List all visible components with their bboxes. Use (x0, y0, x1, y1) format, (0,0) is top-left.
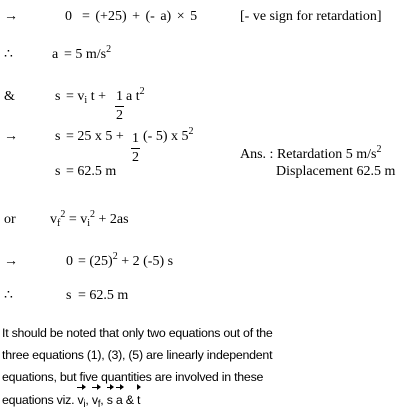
paragraph-line-vectors (2, 389, 398, 411)
subscript-f: f (57, 218, 61, 229)
vector-symbol: v (91, 392, 98, 407)
equation-lhs: s (55, 164, 61, 179)
fraction-half (131, 130, 140, 167)
equation-rhs-text: = 5 m/s (64, 47, 107, 62)
exponent: 2 (112, 251, 118, 262)
equation-lhs: a (52, 47, 59, 62)
vector-t: t (137, 389, 140, 411)
equation-line-8 (0, 287, 401, 309)
vector-s: s (107, 389, 113, 411)
rest: + 2 (-5) s (121, 254, 174, 269)
equation-line-1 (0, 8, 401, 30)
vector-symbol: v (77, 392, 84, 407)
subscript-i: i (84, 95, 88, 106)
fraction-denominator: 2 (116, 108, 123, 123)
exponent: 2 (90, 209, 96, 220)
ampersand: & (125, 392, 134, 407)
vector-v-final (92, 389, 100, 411)
fraction-numerator: 1 (115, 88, 124, 107)
paragraph-line: equations, but five quantities are involved in these (2, 370, 264, 385)
vector-a: a (116, 389, 123, 411)
separator: , (100, 392, 104, 407)
and-symbol: & (4, 89, 15, 104)
equation-lhs: 0 (66, 254, 73, 269)
equation-lhs: s (55, 129, 61, 144)
answer-retardation (240, 146, 382, 164)
or-word: or (4, 212, 16, 227)
separator: , (85, 392, 89, 407)
vector-subscript: f (97, 398, 101, 410)
exponent: 2 (188, 126, 194, 137)
equation-lhs: s (55, 89, 61, 104)
subscript-i: i (87, 218, 91, 229)
equation-lhs: 0 (65, 9, 72, 24)
therefore-symbol: ∴ (4, 47, 13, 62)
equation-line-7 (0, 253, 401, 275)
exponent: 2 (139, 86, 145, 97)
vector-v-initial (77, 389, 85, 411)
equation-line-4 (0, 128, 401, 164)
fraction-half (115, 88, 124, 125)
equation-rhs (64, 46, 111, 64)
equation-rhs-part2 (126, 88, 145, 106)
implies-symbol: → (4, 9, 18, 24)
paragraph-line: It should be noted that only two equations out of the (2, 326, 273, 340)
equation-content (50, 211, 129, 229)
vector-subscript: i (83, 398, 86, 410)
equals-v: = v (66, 89, 85, 104)
answer-prefix: Ans. : Retardation 5 m/s (240, 147, 377, 162)
implies-symbol: → (4, 254, 18, 269)
a-t: a t (126, 89, 140, 104)
equation-rhs (78, 253, 173, 271)
fraction-numerator: 1 (131, 130, 140, 149)
exponent: 2 (106, 44, 112, 55)
equation-lhs: s (66, 288, 72, 303)
rest: (- 5) x 5 (143, 129, 189, 144)
answer-displacement: Displacement 62.5 m (276, 164, 396, 179)
equals-25: = (25) (78, 254, 113, 269)
exponent: 2 (376, 144, 382, 155)
equation-line-2 (0, 46, 401, 68)
equation-rhs: = (+25) + (- a) × 5 (82, 9, 198, 24)
t-plus: t + (90, 89, 106, 104)
paragraph-line: three equations (1), (3), (5) are linearly independent (2, 348, 273, 363)
equation-rhs-part1 (66, 88, 106, 106)
therefore-symbol: ∴ (4, 288, 13, 303)
equation-rhs-part1: = 25 x 5 + (66, 129, 124, 144)
exponent: 2 (60, 209, 66, 220)
implies-symbol: → (4, 129, 18, 144)
equation-note: [- ve sign for retardation] (240, 9, 382, 24)
v-final: v (50, 212, 57, 227)
equation-line-3 (0, 88, 401, 124)
paragraph-prefix: equations viz. (2, 392, 75, 407)
equation-rhs: = 62.5 m (66, 164, 117, 179)
equation-line-5 (0, 163, 401, 185)
equation-line-6 (0, 211, 401, 233)
explanation-paragraph (2, 322, 398, 411)
equation-rhs: = 62.5 m (78, 288, 129, 303)
equals-v: = v (68, 212, 88, 227)
equation-rhs-part2 (143, 128, 194, 146)
fraction-denominator: 2 (132, 150, 139, 165)
rest: + 2as (98, 212, 129, 227)
